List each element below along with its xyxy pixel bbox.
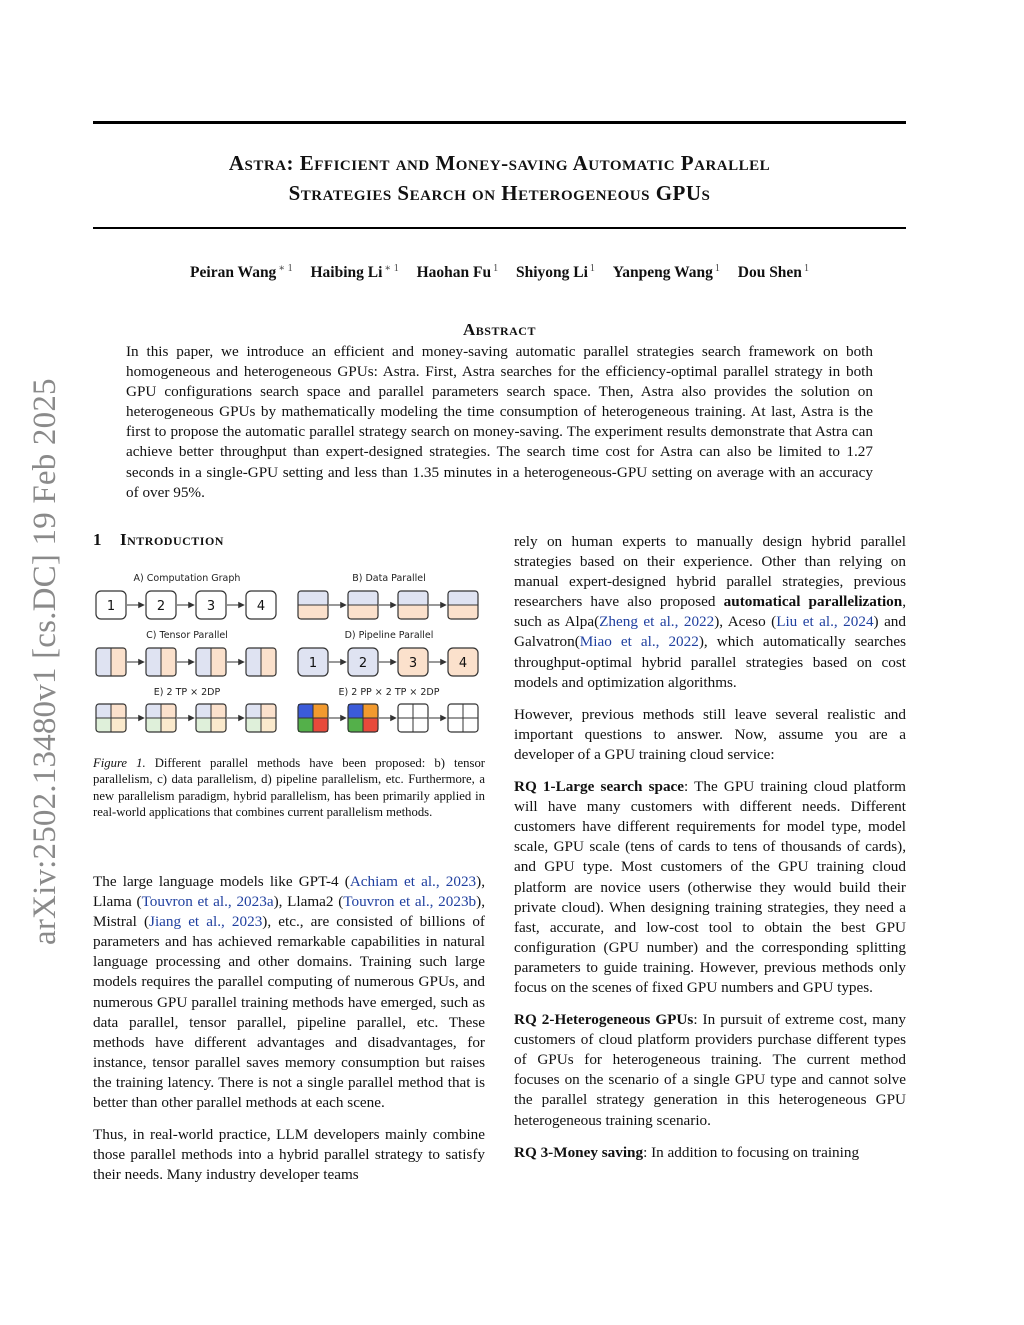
paper-title <box>93 148 906 208</box>
node-shard-right <box>161 648 176 676</box>
author: Peiran Wang $^{∗ 1}$ <box>190 263 293 282</box>
node-shard-top <box>448 591 478 605</box>
graph-node-label: 2 <box>358 656 368 671</box>
section-number: 1 <box>93 530 102 549</box>
title-line-1: Astra: Efficient and Money-saving Automatic Parallel <box>228 151 771 175</box>
node-shard-bottom <box>398 605 428 619</box>
research-question-1: RQ 1-Large search space: The GPU training cloud platform will have many customers with different needs. Different customers have different requirements for model type, model scale, GPU scale (tens of cards to tens of thousands of cards), and GPU type. Most customers of the GPU training cloud platform are novice users (otherwise they would build their private cloud). When designing training strategies, they need a fast, accurate, and low-cost tool to obtain the best GPU configuration (GPU number) and the corresponding splitting parameters to guide training. However, previous methods only focus on the scenes of fixed GPU numbers and GPU types. <box>514 778 906 996</box>
title-rule-bottom <box>93 227 906 229</box>
node-quadrant <box>111 704 126 718</box>
node-quadrant <box>196 718 211 732</box>
citation-link[interactable]: Liu et al., 2024 <box>776 613 874 631</box>
node-shard-top <box>348 591 378 605</box>
node-quadrant <box>348 704 363 718</box>
node-quadrant <box>146 704 161 718</box>
abstract-text: In this paper, we introduce an efficient and money-saving automatic parallel strategies search framework on both homogeneous and heterogeneous GPUs: Astra. First, Astra searches for the efficiency-optimal parallel strategy in both GPU configurations search space and parallel parameters search space. Then, Astra also provides the solution on heterogeneous GPUs by mathematically modeling the time consumption of heterogeneous training. At last, Astra is the first to propose the automatic parallel strategy search on money-saving. The experiment results demonstrate that Astra can achieve better throughput than expert-designed strategies. The search time cost for Astra can also be limited to 1.27 seconds in a single-GPU setting and less than 1.35 minutes in a heterogeneous-GPU setting on average with an accuracy of over 95%. <box>126 343 873 501</box>
graph-node-label: 3 <box>206 599 216 614</box>
figure-label-hybrid-pp-tp-dp: E) 2 PP × 2 TP × 2DP <box>338 687 440 698</box>
node-shard-top <box>398 591 428 605</box>
author: Haibing Li $^{∗ 1}$ <box>310 263 399 282</box>
node-quadrant <box>146 718 161 732</box>
node-shard-right <box>111 648 126 676</box>
node-shard-top <box>298 591 328 605</box>
node-quadrant <box>448 704 463 718</box>
title-rule-top <box>93 121 906 124</box>
author: Yanpeng Wang $^1$ <box>612 263 720 282</box>
paragraph: Thus, in real-world practice, LLM developers mainly combine those parallel methods into a hybrid parallel strategy to satisfy their needs. Many industry developer teams <box>93 1126 485 1184</box>
citation-link[interactable]: Miao et al., 2022 <box>579 633 699 651</box>
paragraph: However, previous methods still leave several realistic and important questions to answer. Now, assume you are a developer of a GPU training cloud service: <box>514 705 906 763</box>
figure-label-tensor-parallel: C) Tensor Parallel <box>146 630 228 641</box>
graph-node-label: 4 <box>256 599 266 614</box>
node-shard-left <box>96 648 111 676</box>
node-quadrant <box>211 718 226 732</box>
graph-node-label: 2 <box>156 599 166 614</box>
author: Shiyong Li $^1$ <box>515 263 595 282</box>
node-quadrant <box>313 704 328 718</box>
figure-label-hybrid-tp-dp: E) 2 TP × 2DP <box>153 687 221 698</box>
node-quadrant <box>398 704 413 718</box>
node-quadrant <box>246 718 261 732</box>
node-quadrant <box>463 704 478 718</box>
node-quadrant <box>298 704 313 718</box>
node-quadrant <box>96 718 111 732</box>
node-quadrant <box>161 718 176 732</box>
node-quadrant <box>413 718 428 732</box>
node-quadrant <box>448 718 463 732</box>
figure-parallel-methods <box>91 566 487 742</box>
node-quadrant <box>111 718 126 732</box>
graph-node-label: 4 <box>458 656 468 671</box>
node-shard-bottom <box>348 605 378 619</box>
paragraph: The large language models like GPT-4 (Achiam et al., 2023), Llama (Touvron et al., 2023a), Llama2 (Touvron et al., 2023b), Mistral (Jiang et al., 2023), etc., are consisted of billions of parameters and has achieved remarkable capabilities in natural language processing and other domains. Training such large models requires the parallel computing of numerous GPUs, and numerous GPU parallel training methods have emerged, such as data parallel, tensor parallel, pipeline parallel, etc. These methods have different advantages and disadvantages, for instance, tensor parallel saves memory consumption but raises the training latency. There is not a single parallel method that is better than other parallel methods at each scene. <box>93 873 485 1112</box>
node-quadrant <box>211 704 226 718</box>
author: Dou Shen $^1$ <box>737 263 809 282</box>
node-quadrant <box>96 704 111 718</box>
node-quadrant <box>261 704 276 718</box>
node-quadrant <box>246 704 261 718</box>
title-line-2: Strategies Search on Heterogeneous GPUs <box>288 181 711 205</box>
node-quadrant <box>363 718 378 732</box>
research-question-2: RQ 2-Heterogeneous GPUs: In pursuit of extreme cost, many customers of cloud platform providers purchase different types of GPUs for heterogeneous training. The current method focuses on the scenario of a single GPU type and cannot solve the parallel strategy generation in this heterogeneous GPU heterogeneous training scenario. <box>514 1011 906 1129</box>
node-quadrant <box>363 704 378 718</box>
node-quadrant <box>398 718 413 732</box>
node-shard-left <box>246 648 261 676</box>
author-list <box>93 263 906 282</box>
author: Haohan Fu $^1$ <box>416 263 499 282</box>
graph-node-label: 1 <box>106 599 116 614</box>
node-shard-bottom <box>448 605 478 619</box>
node-shard-right <box>261 648 276 676</box>
node-quadrant <box>463 718 478 732</box>
node-quadrant <box>313 718 328 732</box>
graph-node-label: 3 <box>408 656 418 671</box>
node-quadrant <box>413 704 428 718</box>
figure-label-computation-graph: A) Computation Graph <box>133 573 241 584</box>
section-title: Introduction <box>120 530 224 549</box>
graph-node-label: 1 <box>308 656 318 671</box>
research-question-3: RQ 3-Money saving: In addition to focusing on training <box>514 1143 860 1161</box>
node-shard-bottom <box>298 605 328 619</box>
citation-link[interactable]: Touvron et al., 2023a <box>141 893 274 911</box>
figure-caption <box>93 755 485 821</box>
node-quadrant <box>161 704 176 718</box>
left-column <box>93 872 485 1197</box>
paragraph: rely on human experts to manually design hybrid parallel strategies based on their experience. Other than relying on manual expert-designed hybrid parallel strategies, previous researchers have also proposed automatical parallelization, such as Alpa(Zheng et al., 2022), Aceso (Liu et al., 2024) and Galvatron(Miao et al., 2022), which automatically searches throughput-optimal hybrid parallel strategies based on cost models and optimization algorithms. <box>514 533 907 691</box>
abstract-heading: Abstract <box>463 320 536 339</box>
node-quadrant <box>261 718 276 732</box>
node-quadrant <box>196 704 211 718</box>
arxiv-identifier: arXiv:2502.13480v1 [cs.DC] 19 Feb 2025 <box>27 378 63 945</box>
section-heading-introduction <box>93 530 224 550</box>
node-shard-left <box>146 648 161 676</box>
figure-label-pipeline-parallel: D) Pipeline Parallel <box>344 630 434 641</box>
citation-link[interactable]: Zheng et al., 2022 <box>599 613 715 631</box>
right-column <box>514 532 906 1175</box>
citation-link[interactable]: Achiam et al., 2023 <box>349 873 477 890</box>
figure-caption-label: Figure 1. <box>93 756 146 770</box>
citation-link[interactable]: Touvron et al., 2023b <box>343 893 477 911</box>
node-shard-right <box>211 648 226 676</box>
node-quadrant <box>348 718 363 732</box>
figure-label-data-parallel: B) Data Parallel <box>352 573 426 584</box>
citation-link[interactable]: Jiang et al., 2023 <box>149 913 263 931</box>
node-shard-left <box>196 648 211 676</box>
node-quadrant <box>298 718 313 732</box>
figure-caption-text: Different parallel methods have been proposed: b) tensor parallelism, c) data parallelism, d) pipeline parallelism, etc. Furthermore, a new parallelism paradigm, hybrid parallelism, has been primarily applied in real-world applications that combines current parallelism methods. <box>93 756 486 820</box>
